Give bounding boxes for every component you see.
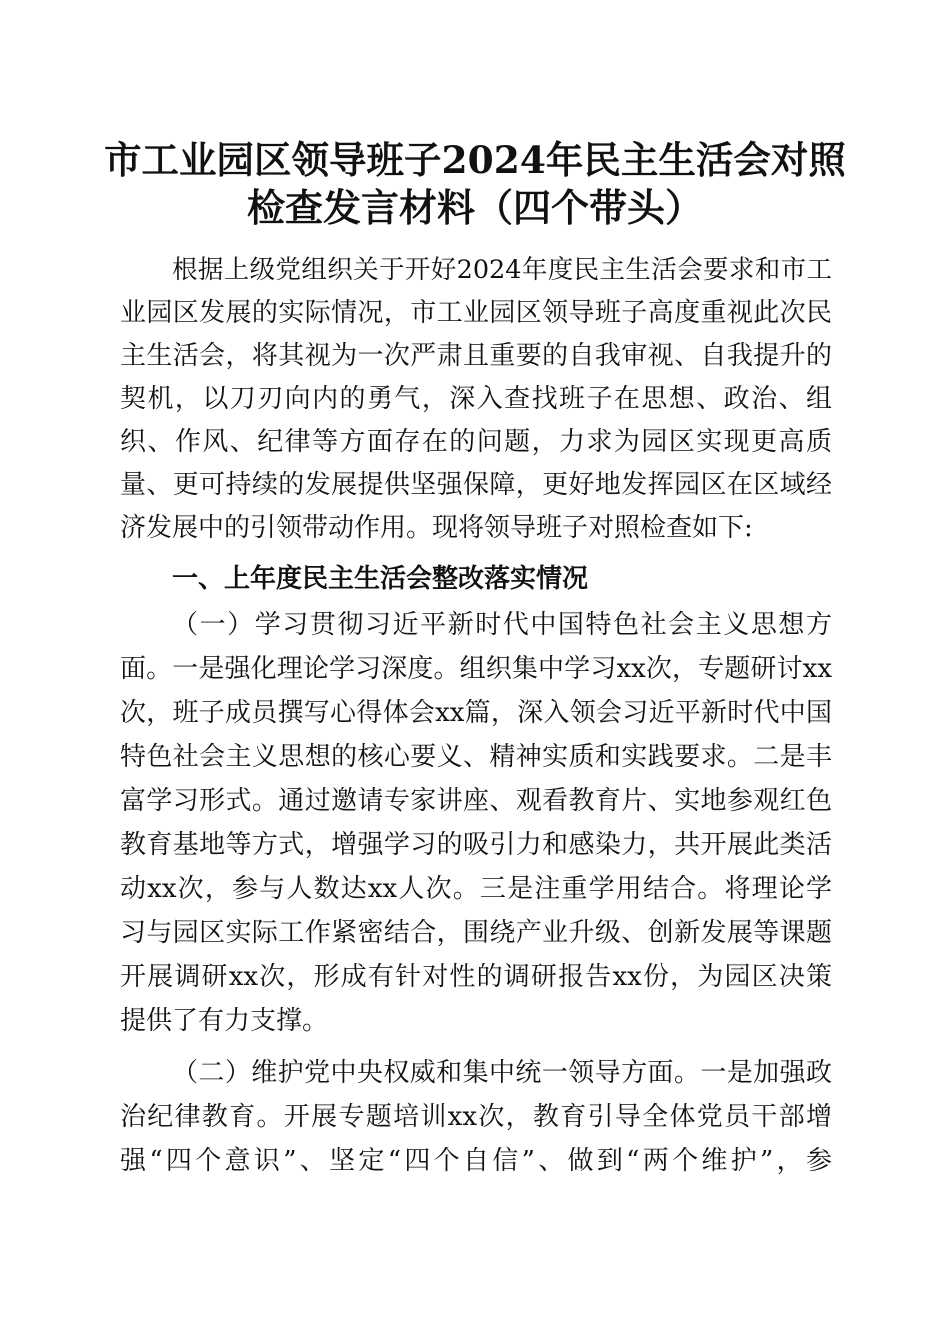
paragraph-line: 开展调研xx次，形成有针对性的调研报告xx份，为园区决策 bbox=[120, 962, 832, 992]
paragraph-line: 量、更可持续的发展提供坚强保障，更好地发挥园区在区域经 bbox=[120, 470, 832, 500]
paragraph-line: 强“四个意识”、坚定“四个自信”、做到“两个维护”，参 bbox=[120, 1146, 832, 1176]
document-title-line-1: 市工业园区领导班子2024年民主生活会对照 bbox=[104, 138, 846, 182]
section-heading: 一、上年度民主生活会整改落实情况 bbox=[172, 564, 589, 594]
paragraph-line: 提供了有力支撑。 bbox=[120, 1006, 329, 1036]
paragraph-line: 教育基地等方式，增强学习的吸引力和感染力，共开展此类活 bbox=[120, 830, 832, 860]
paragraph-line: 次，班子成员撰写心得体会xx篇，深入领会习近平新时代中国 bbox=[120, 698, 832, 728]
paragraph-line: 富学习形式。通过邀请专家讲座、观看教育片、实地参观红色 bbox=[120, 786, 832, 816]
paragraph-line: 特色社会主义思想的核心要义、精神实质和实践要求。二是丰 bbox=[120, 742, 832, 772]
paragraph-line: 济发展中的引领带动作用。现将领导班子对照检查如下: bbox=[120, 513, 753, 543]
paragraph-line: 主生活会，将其视为一次严肃且重要的自我审视、自我提升的 bbox=[120, 341, 832, 371]
paragraph-line: 契机，以刀刃向内的勇气，深入查找班子在思想、政治、组 bbox=[120, 384, 832, 414]
paragraph-line: 治纪律教育。开展专题培训xx次，教育引导全体党员干部增 bbox=[120, 1102, 832, 1132]
paragraph-line: 面。一是强化理论学习深度。组织集中学习xx次，专题研讨xx bbox=[120, 654, 832, 684]
paragraph-line: 业园区发展的实际情况，市工业园区领导班子高度重视此次民 bbox=[120, 298, 832, 328]
paragraph-line: 习与园区实际工作紧密结合，围绕产业升级、创新发展等课题 bbox=[120, 918, 832, 948]
paragraph-line: （一）学习贯彻习近平新时代中国特色社会主义思想方 bbox=[172, 610, 832, 640]
paragraph-line: 织、作风、纪律等方面存在的问题，力求为园区实现更高质 bbox=[120, 427, 832, 457]
document-title-line-2: 检查发言材料（四个带头） bbox=[246, 185, 703, 230]
paragraph-line: （二）维护党中央权威和集中统一领导方面。一是加强政 bbox=[172, 1058, 832, 1088]
paragraph-line: 动xx次，参与人数达xx人次。三是注重学用结合。将理论学 bbox=[120, 874, 832, 904]
paragraph-line: 根据上级党组织关于开好2024年度民主生活会要求和市工 bbox=[172, 255, 832, 285]
